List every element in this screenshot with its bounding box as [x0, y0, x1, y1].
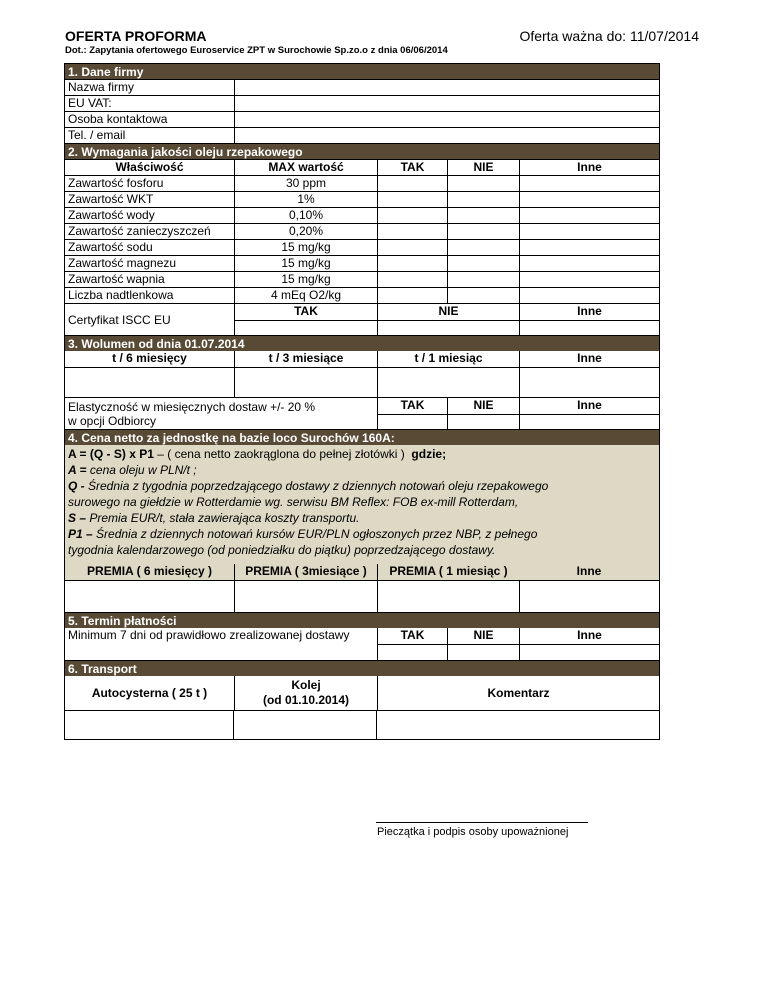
- quality-tak-input[interactable]: [377, 256, 447, 271]
- q-label: Q -: [68, 479, 85, 493]
- transport-rail-input[interactable]: [233, 711, 376, 739]
- quality-property: Zawartość wody: [68, 208, 155, 222]
- elasticity-line2: w opcji Odbiorcy: [68, 414, 157, 428]
- volume-1m-input[interactable]: [377, 368, 519, 397]
- col-header: Inne: [519, 351, 659, 367]
- price-formula-box: [64, 445, 660, 565]
- elasticity-row: [64, 397, 660, 429]
- quality-inne-input[interactable]: [519, 240, 659, 255]
- cert-tak-input[interactable]: [234, 320, 377, 335]
- elasticity-line1: Elastyczność w miesięcznych dostaw +/- 20 %: [68, 400, 316, 414]
- elasticity-inne: Inne: [519, 398, 659, 414]
- signature-line: [376, 822, 588, 823]
- formula-bold: A = (Q - S) x P1: [68, 447, 154, 461]
- col-header: t / 3 miesiące: [234, 351, 377, 367]
- eu-vat-row: [64, 95, 660, 111]
- cert-row: [64, 303, 660, 335]
- company-name-input[interactable]: [234, 80, 659, 95]
- q-line2: surowego na giełdzie w Rotterdamie wg. serwisu BM Reflex: FOB ex-mill Rotterdam,: [68, 495, 519, 509]
- elasticity-nie: NIE: [447, 398, 519, 414]
- volume-other-input[interactable]: [519, 368, 659, 397]
- contact-person-row: [64, 111, 660, 127]
- field-label: Nazwa firmy: [68, 80, 135, 94]
- col-header: Autocysterna ( 25 t ): [91, 686, 208, 700]
- a-label: A =: [68, 463, 87, 477]
- quality-property: Zawartość magnezu: [68, 256, 177, 270]
- eu-vat-input[interactable]: [234, 96, 659, 111]
- payment-row: [64, 628, 660, 660]
- quality-property: Zawartość wapnia: [68, 272, 165, 286]
- volume-input-row: [64, 367, 660, 397]
- quality-row: [64, 239, 660, 255]
- transport-input-row: [64, 710, 660, 740]
- quality-row: [64, 191, 660, 207]
- quality-property: Zawartość WKT: [68, 192, 154, 206]
- tel-email-row: [64, 127, 660, 143]
- formula-gdzie: gdzie;: [411, 447, 447, 461]
- s-line: [68, 510, 656, 526]
- quality-inne-input[interactable]: [519, 256, 659, 271]
- quality-max: 30 ppm: [234, 176, 377, 191]
- formula-rest: – ( cena netto zaokrąglona do pełnej złotówki ): [153, 447, 405, 461]
- premium-input-row: [64, 580, 660, 612]
- quality-tak-input[interactable]: [377, 208, 447, 223]
- quality-max: 1%: [234, 192, 377, 207]
- quality-inne-input[interactable]: [519, 176, 659, 191]
- company-name-row: [64, 79, 660, 95]
- p1-line: [68, 526, 656, 542]
- quality-row: [64, 255, 660, 271]
- quality-inne-input[interactable]: [519, 272, 659, 287]
- quality-max: 15 mg/kg: [234, 272, 377, 287]
- premium-6m-input[interactable]: [65, 581, 234, 612]
- col-header: MAX wartość: [234, 160, 377, 175]
- quality-nie-input[interactable]: [447, 176, 519, 191]
- quality-nie-input[interactable]: [447, 240, 519, 255]
- cert-nie: NIE: [377, 304, 519, 320]
- quality-property: Liczba nadtlenkowa: [68, 288, 174, 302]
- section6-title: 6. Transport: [64, 660, 660, 676]
- col-header: PREMIA ( 3miesiące ): [234, 564, 377, 580]
- quality-tak-input[interactable]: [377, 192, 447, 207]
- premium-other-input[interactable]: [519, 581, 659, 612]
- transport-auto-input[interactable]: [65, 711, 233, 739]
- section4-title: 4. Cena netto za jednostkę na bazie loco Surochów 160A:: [64, 429, 660, 445]
- quality-inne-input[interactable]: [519, 208, 659, 223]
- col-header: PREMIA ( 6 miesięcy ): [87, 564, 212, 578]
- quality-row: [64, 207, 660, 223]
- quality-row: [64, 175, 660, 191]
- section5-title: 5. Termin płatności: [64, 612, 660, 628]
- cert-label: Certyfikat ISCC EU: [68, 313, 171, 327]
- cert-inne-input[interactable]: [519, 320, 659, 335]
- quality-inne-input[interactable]: [519, 224, 659, 239]
- quality-inne-input[interactable]: [519, 288, 659, 303]
- payment-tak: TAK: [377, 628, 447, 644]
- payment-nie-input[interactable]: [447, 644, 519, 660]
- p1-label: P1 –: [68, 527, 93, 541]
- cert-inne: Inne: [519, 304, 659, 320]
- valid-until: Oferta ważna do: 11/07/2014: [519, 28, 699, 44]
- elasticity-nie-input[interactable]: [447, 414, 519, 429]
- p1-line2: tygodnia kalendarzowego (od poniedziałku do piątku) poprzedzającego dostawy.: [68, 543, 496, 557]
- quality-nie-input[interactable]: [447, 256, 519, 271]
- quality-nie-input[interactable]: [447, 272, 519, 287]
- page-title: OFERTA PROFORMA: [65, 28, 207, 44]
- col-header-kolej: [234, 676, 377, 710]
- formula-line: [68, 446, 656, 462]
- col-header: PREMIA ( 1 miesiąc ): [377, 564, 519, 580]
- subtitle: Dot.: Zapytania ofertowego Euroservice ZPT w Surochowie Sp.zo.o z dnia 06/06/2014: [65, 45, 448, 56]
- payment-nie: NIE: [447, 628, 519, 644]
- quality-property: Zawartość fosforu: [68, 176, 164, 190]
- elasticity-tak-input[interactable]: [377, 414, 447, 429]
- q-line: [68, 478, 656, 494]
- tel-email-input[interactable]: [234, 128, 659, 143]
- cert-nie-input[interactable]: [377, 320, 519, 335]
- col-header: t / 6 miesięcy: [112, 351, 187, 365]
- quality-max: 0,20%: [234, 224, 377, 239]
- signature-label: Pieczątka i podpis osoby upoważnionej: [377, 826, 569, 838]
- quality-property: Zawartość sodu: [68, 240, 153, 254]
- quality-max: 0,10%: [234, 208, 377, 223]
- quality-max: 15 mg/kg: [234, 256, 377, 271]
- quality-tak-input[interactable]: [377, 288, 447, 303]
- col-header: TAK: [377, 160, 447, 175]
- s-text: Premia EUR/t, stała zawierająca koszty transportu.: [86, 511, 360, 525]
- contact-person-input[interactable]: [234, 112, 659, 127]
- quality-tak-input[interactable]: [377, 272, 447, 287]
- cert-tak: TAK: [234, 304, 377, 320]
- volume-3m-input[interactable]: [234, 368, 377, 397]
- section2-title: 2. Wymagania jakości oleju rzepakowego: [64, 143, 660, 159]
- section1-title: 1. Dane firmy: [64, 63, 660, 79]
- premium-1m-input[interactable]: [377, 581, 519, 612]
- quality-nie-input[interactable]: [447, 224, 519, 239]
- field-label: Tel. / email: [68, 128, 126, 142]
- quality-nie-input[interactable]: [447, 192, 519, 207]
- field-label: EU VAT:: [68, 96, 112, 110]
- elasticity-tak: TAK: [377, 398, 447, 414]
- quality-max: 4 mEq O2/kg: [234, 288, 377, 303]
- payment-text: Minimum 7 dni od prawidłowo zrealizowanej dostawy: [68, 628, 350, 642]
- quality-row: [64, 287, 660, 303]
- col-header: NIE: [447, 160, 519, 175]
- kolej-line2: (od 01.10.2014): [262, 693, 350, 707]
- quality-inne-input[interactable]: [519, 192, 659, 207]
- p1-text1: Średnia z dziennych notowań kursów EUR/PLN ogłoszonych przez NBP, z pełnego: [92, 527, 538, 541]
- payment-tak-input[interactable]: [377, 644, 447, 660]
- quality-tak-input[interactable]: [377, 176, 447, 191]
- col-header: Komentarz: [377, 676, 659, 710]
- premium-3m-input[interactable]: [234, 581, 377, 612]
- proforma-form: [64, 63, 660, 740]
- q-text1: Średnia z tygodnia poprzedzającego dostawy z dziennych notowań oleju rzepakowego: [84, 479, 549, 493]
- payment-inne-input[interactable]: [519, 644, 659, 660]
- s-label: S –: [68, 511, 87, 525]
- col-header: t / 1 miesiąc: [377, 351, 519, 367]
- premium-header-row: [64, 564, 660, 580]
- quality-nie-input[interactable]: [447, 208, 519, 223]
- field-label: Osoba kontaktowa: [68, 112, 168, 126]
- elasticity-inne-input[interactable]: [519, 414, 659, 429]
- quality-row: [64, 223, 660, 239]
- quality-nie-input[interactable]: [447, 288, 519, 303]
- volume-header-row: [64, 351, 660, 367]
- a-text: cena oleju w PLN/t ;: [86, 463, 197, 477]
- section3-title: 3. Wolumen od dnia 01.07.2014: [64, 335, 660, 351]
- volume-6m-input[interactable]: [65, 368, 234, 397]
- kolej-line1: Kolej: [291, 678, 321, 692]
- quality-row: [64, 271, 660, 287]
- quality-property: Zawartość zanieczyszczeń: [68, 224, 211, 238]
- payment-inne: Inne: [519, 628, 659, 644]
- elasticity-text: [65, 400, 377, 429]
- transport-header-row: [64, 676, 660, 710]
- quality-tak-input[interactable]: [377, 224, 447, 239]
- a-line: [68, 462, 656, 478]
- col-header: Właściwość: [115, 160, 184, 174]
- col-header: Inne: [576, 564, 602, 578]
- quality-max: 15 mg/kg: [234, 240, 377, 255]
- col-header: Inne: [519, 160, 659, 175]
- quality-tak-input[interactable]: [377, 240, 447, 255]
- transport-comment-input[interactable]: [376, 711, 659, 739]
- quality-header-row: [64, 159, 660, 175]
